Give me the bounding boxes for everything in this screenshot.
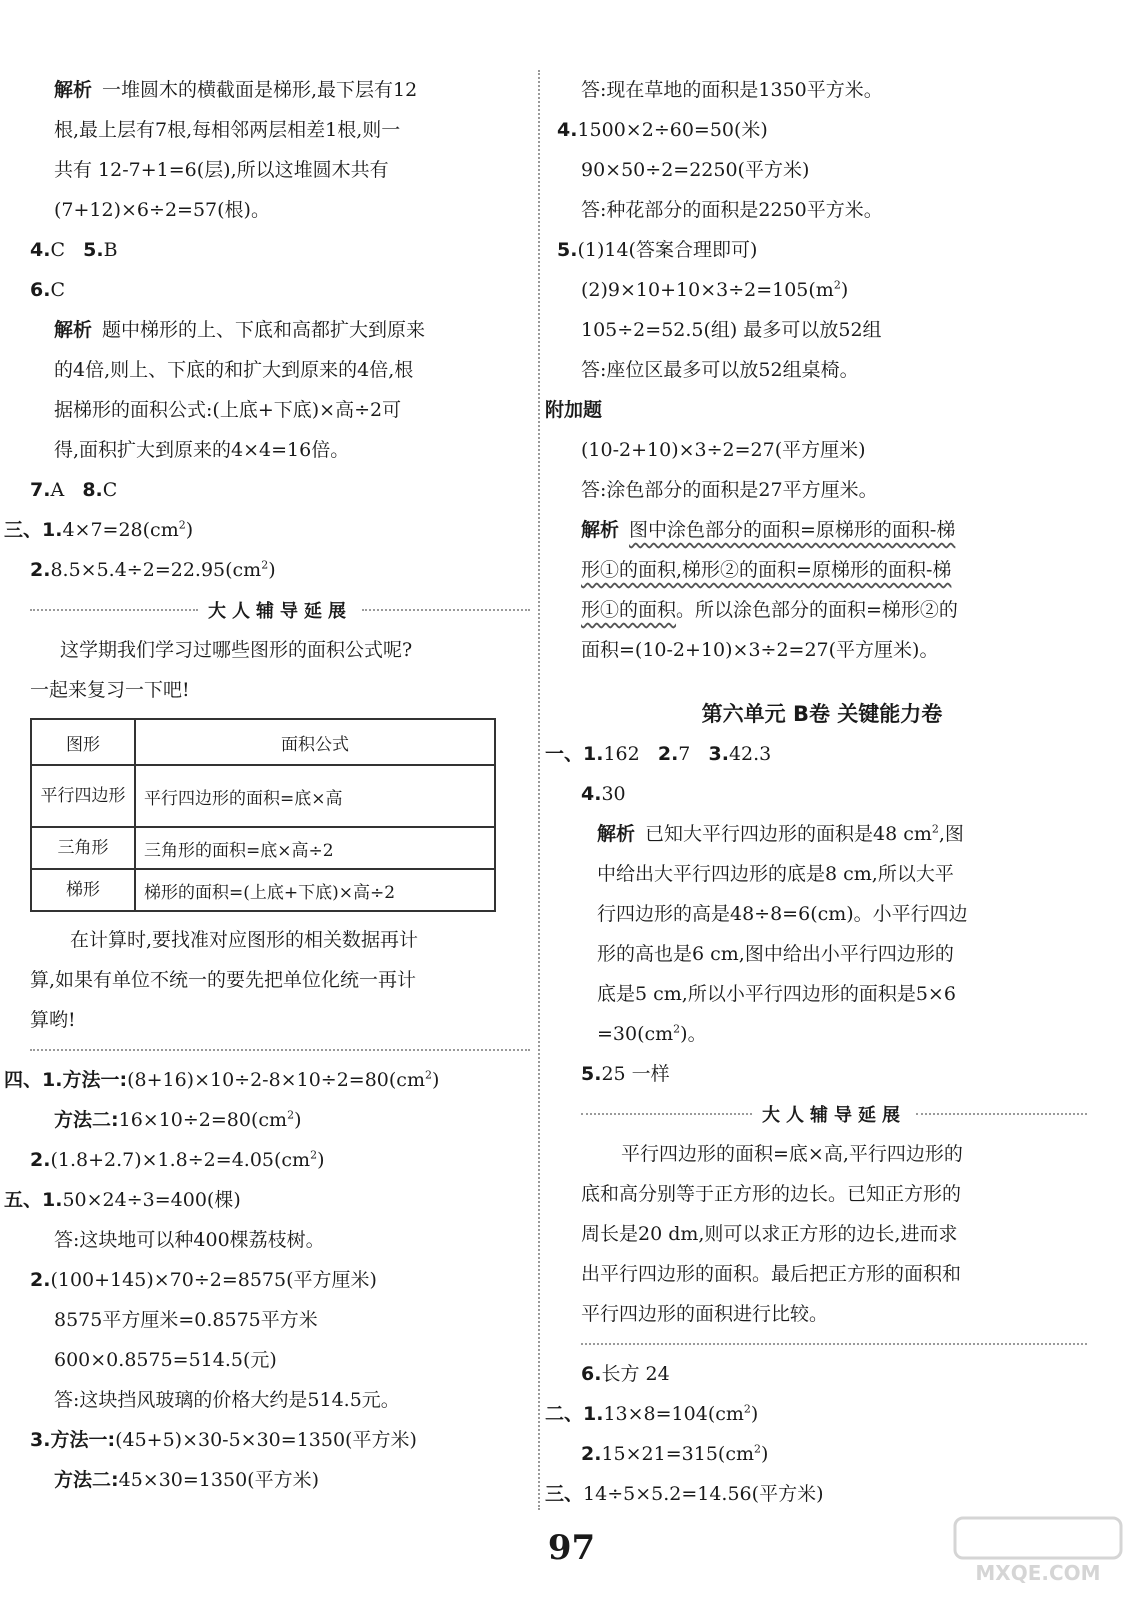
superscript: 2 — [931, 822, 939, 836]
question-number: 五、1. — [4, 1189, 63, 1211]
bonus-heading: 附加题 — [545, 399, 603, 421]
formula: ) — [840, 279, 849, 301]
table-header: 面积公式 — [135, 719, 495, 765]
question-number: 二、1. — [545, 1403, 604, 1425]
analysis-tag: 解析 — [597, 823, 636, 845]
answer-line — [557, 110, 1087, 150]
question-number: 4. — [30, 239, 51, 261]
answer-line — [30, 230, 530, 270]
text-line: 根,最上层有7根,每相邻两层相差1根,则一 — [54, 119, 401, 141]
text-line: 算哟! — [30, 1009, 76, 1031]
text: 题中梯形的上、下底和高都扩大到原来 — [102, 319, 426, 341]
text: 图中涂色部分的面积=原梯形的面积-梯 — [629, 519, 956, 541]
superscript: 2 — [673, 1022, 681, 1036]
text-line: 面积=(10-2+10)×3÷2=27(平方厘米)。 — [581, 639, 939, 661]
unit-title: 第六单元 B卷 关键能力卷 — [701, 702, 943, 726]
table-row — [31, 827, 495, 869]
question-number: 一、1. — [545, 743, 604, 765]
question-number: 5. — [557, 239, 578, 261]
superscript: 2 — [178, 518, 186, 532]
answer: B — [103, 239, 118, 261]
text-line: 600×0.8575=514.5(元) — [54, 1349, 277, 1371]
watermark-text: MXQE.COM — [975, 1561, 1101, 1585]
extension-header — [30, 590, 530, 630]
answer-line — [557, 1054, 1087, 1094]
text-line: 答:这块地可以种400棵荔枝树。 — [54, 1229, 325, 1251]
formula: 50×24÷3=400(棵) — [62, 1189, 241, 1211]
formula: 16×10÷2=80(cm — [118, 1109, 288, 1131]
answer-line — [30, 1100, 530, 1140]
question-number: 6. — [581, 1363, 602, 1385]
text: 形①的面积 — [581, 599, 677, 621]
answer-line — [4, 1060, 530, 1100]
text-line: 答:这块挡风玻璃的价格大约是514.5元。 — [54, 1389, 400, 1411]
formula: 15×21=315(cm — [601, 1443, 754, 1465]
method-label: 方法一: — [62, 1069, 128, 1091]
answer: 162 — [603, 743, 640, 765]
text-line: 105÷2=52.5(组) 最多可以放52组 — [581, 319, 882, 341]
superscript: 2 — [753, 1442, 761, 1456]
superscript: 2 — [261, 558, 269, 572]
text-line: 据梯形的面积公式:(上底+下底)×高÷2可 — [54, 399, 402, 421]
question-number: 2. — [657, 743, 679, 765]
text-line — [557, 1014, 1087, 1054]
question-number: 3. — [30, 1429, 51, 1451]
text-line: 答:现在草地的面积是1350平方米。 — [581, 79, 883, 101]
answer: C — [50, 239, 65, 261]
analysis-line — [30, 310, 530, 350]
text-line: 周长是20 dm,则可以求正方形的边长,进而求 — [581, 1223, 958, 1245]
text-line: 行四边形的高是48÷8=6(cm)。小平行四边 — [597, 903, 968, 925]
superscript: 2 — [833, 278, 841, 292]
analysis-tag: 解析 — [54, 79, 93, 101]
method-label: 方法一: — [50, 1429, 116, 1451]
formula: (1)14(答案合理即可) — [577, 239, 758, 261]
text: 一堆圆木的横截面是梯形,最下层有12 — [102, 79, 418, 101]
answer: 长方 24 — [601, 1363, 670, 1385]
text-line: 90×50÷2=2250(平方米) — [581, 159, 810, 181]
method-label: 方法二: — [54, 1109, 119, 1131]
text-line: 平行四边形的面积=底×高,平行四边形的 — [621, 1143, 963, 1165]
text: 。所以涂色部分的面积=梯形②的 — [676, 599, 958, 621]
question-number: 四、1. — [4, 1069, 63, 1091]
formula: (2)9×10+10×3÷2=105(m — [581, 279, 834, 301]
method-label: 方法二: — [54, 1469, 119, 1491]
question-number: 8. — [82, 479, 103, 501]
table-cell-formula: 三角形的面积=底×高÷2 — [135, 827, 495, 869]
answer-line — [30, 550, 530, 590]
answer: 7 — [678, 743, 691, 765]
question-number: 7. — [30, 479, 51, 501]
table-cell-shape: 平行四边形 — [31, 765, 135, 827]
text-line: 的4倍,则上、下底的和扩大到原来的4倍,根 — [54, 359, 414, 381]
question-number: 2. — [30, 1149, 51, 1171]
formula: ) — [760, 1443, 769, 1465]
table-cell-shape: 三角形 — [31, 827, 135, 869]
analysis-line — [557, 510, 1087, 550]
answer-line — [545, 734, 1087, 774]
answer: C — [50, 279, 65, 301]
table-row — [31, 869, 495, 911]
column-divider — [538, 70, 540, 1510]
page-number: 97 — [547, 1528, 596, 1568]
formula: ) — [294, 1109, 302, 1131]
right-column — [545, 70, 1087, 1514]
answer-line — [30, 470, 530, 510]
text: 已知大平行四边形的面积是48 cm — [645, 823, 932, 845]
answer: A — [50, 479, 65, 501]
analysis-line — [557, 814, 1087, 854]
answer: 30 — [601, 783, 626, 805]
question-number: 4. — [581, 783, 602, 805]
question-number: 2. — [30, 1269, 51, 1291]
superscript: 2 — [424, 1068, 432, 1082]
table-header-row — [31, 719, 495, 765]
answer-line — [545, 1394, 1087, 1434]
section-separator — [557, 1334, 1087, 1354]
text-line: 得,面积扩大到原来的4×4=16倍。 — [54, 439, 350, 461]
text-line — [557, 550, 1087, 590]
formula: 4×7=28(cm — [62, 519, 179, 541]
answer: C — [102, 479, 118, 501]
text-line: 算,如果有单位不统一的要先把单位化统一再计 — [30, 969, 417, 991]
answer-line — [30, 1420, 530, 1460]
text-line — [557, 590, 1087, 630]
question-number: 6. — [30, 279, 51, 301]
text-line: (7+12)×6÷2=57(根)。 — [54, 199, 270, 221]
superscript: 2 — [743, 1402, 751, 1416]
text-line: 答:座位区最多可以放52组桌椅。 — [581, 359, 859, 381]
formula: ) — [185, 519, 194, 541]
text: )。 — [680, 1023, 707, 1045]
text-line: 底是5 cm,所以小平行四边形的面积是5×6 — [597, 983, 956, 1005]
answer-line — [30, 1260, 530, 1300]
formula: (1.8+2.7)×1.8÷2=4.05(cm — [50, 1149, 311, 1171]
table-cell-formula: 平行四边形的面积=底×高 — [135, 765, 495, 827]
question-number: 3. — [708, 743, 729, 765]
table-cell-formula: 梯形的面积=(上底+下底)×高÷2 — [135, 869, 495, 911]
answer-line — [557, 230, 1087, 270]
formula: (8+16)×10÷2-8×10÷2=80(cm — [127, 1069, 425, 1091]
formula-table — [30, 718, 496, 912]
text-line: 平行四边形的面积进行比较。 — [581, 1303, 829, 1325]
table-header: 图形 — [31, 719, 135, 765]
answer-line — [545, 1474, 1087, 1514]
watermark-logo-icon — [953, 1516, 1123, 1586]
formula: 8.5×5.4÷2=22.95(cm — [50, 559, 262, 581]
analysis-tag: 解析 — [54, 319, 93, 341]
answer-line — [30, 1140, 530, 1180]
answer: 42.3 — [728, 743, 772, 765]
text: 形①的面积,梯形②的面积=原梯形的面积-梯 — [581, 559, 952, 581]
answer: 25 一样 — [601, 1063, 670, 1085]
text: ,图 — [938, 823, 964, 845]
text-line: 答:涂色部分的面积是27平方厘米。 — [581, 479, 878, 501]
answer-line — [30, 270, 530, 310]
formula: (100+145)×70÷2=8575(平方厘米) — [50, 1269, 377, 1291]
table-cell-shape: 梯形 — [31, 869, 135, 911]
formula: (45+5)×30-5×30=1350(平方米) — [115, 1429, 417, 1451]
question-number: 三、 — [545, 1483, 584, 1505]
text-line: 一起来复习一下吧! — [30, 679, 190, 701]
formula: 1500×2÷60=50(米) — [577, 119, 768, 141]
superscript: 2 — [310, 1148, 318, 1162]
question-number: 5. — [83, 239, 104, 261]
answer-line — [557, 1434, 1087, 1474]
text-line: (10-2+10)×3÷2=27(平方厘米) — [581, 439, 866, 461]
answer-line — [4, 510, 530, 550]
text-line: 在计算时,要找准对应图形的相关数据再计 — [70, 929, 419, 951]
text-line: 底和高分别等于正方形的边长。已知正方形的 — [581, 1183, 962, 1205]
text-line: 共有 12-7+1=6(层),所以这堆圆木共有 — [54, 159, 389, 181]
superscript: 2 — [287, 1108, 295, 1122]
extension-title: 大人辅导延展 — [762, 1105, 906, 1126]
answer-line — [4, 1180, 530, 1220]
question-number: 2. — [581, 1443, 602, 1465]
text: =30(cm — [597, 1023, 674, 1045]
answer-line — [30, 1460, 530, 1500]
question-number: 5. — [581, 1063, 602, 1085]
question-number: 2. — [30, 559, 51, 581]
extension-header — [557, 1094, 1087, 1134]
analysis-line — [30, 70, 530, 110]
formula: ) — [268, 559, 276, 581]
table-row — [31, 765, 495, 827]
answer-line — [557, 774, 1087, 814]
text-line: 出平行四边形的面积。最后把正方形的面积和 — [581, 1263, 962, 1285]
text-line: 中给出大平行四边形的底是8 cm,所以大平 — [597, 863, 954, 885]
answer-line — [557, 1354, 1087, 1394]
left-column — [4, 70, 530, 1500]
formula: ) — [750, 1403, 759, 1425]
formula: 14÷5×5.2=14.56(平方米) — [583, 1483, 824, 1505]
text-line: 答:种花部分的面积是2250平方米。 — [581, 199, 883, 221]
answer-line — [557, 270, 1087, 310]
formula: 13×8=104(cm — [603, 1403, 744, 1425]
text-line: 形的高也是6 cm,图中给出小平行四边形的 — [597, 943, 954, 965]
analysis-tag: 解析 — [581, 519, 620, 541]
text-line: 这学期我们学习过哪些图形的面积公式呢? — [60, 639, 413, 661]
text-line: 8575平方厘米=0.8575平方米 — [54, 1309, 318, 1331]
question-number: 三、1. — [4, 519, 63, 541]
formula: ) — [431, 1069, 440, 1091]
section-separator — [30, 1040, 530, 1060]
extension-title: 大人辅导延展 — [208, 601, 352, 622]
formula: ) — [317, 1149, 325, 1171]
question-number: 4. — [557, 119, 578, 141]
formula: 45×30=1350(平方米) — [118, 1469, 319, 1491]
